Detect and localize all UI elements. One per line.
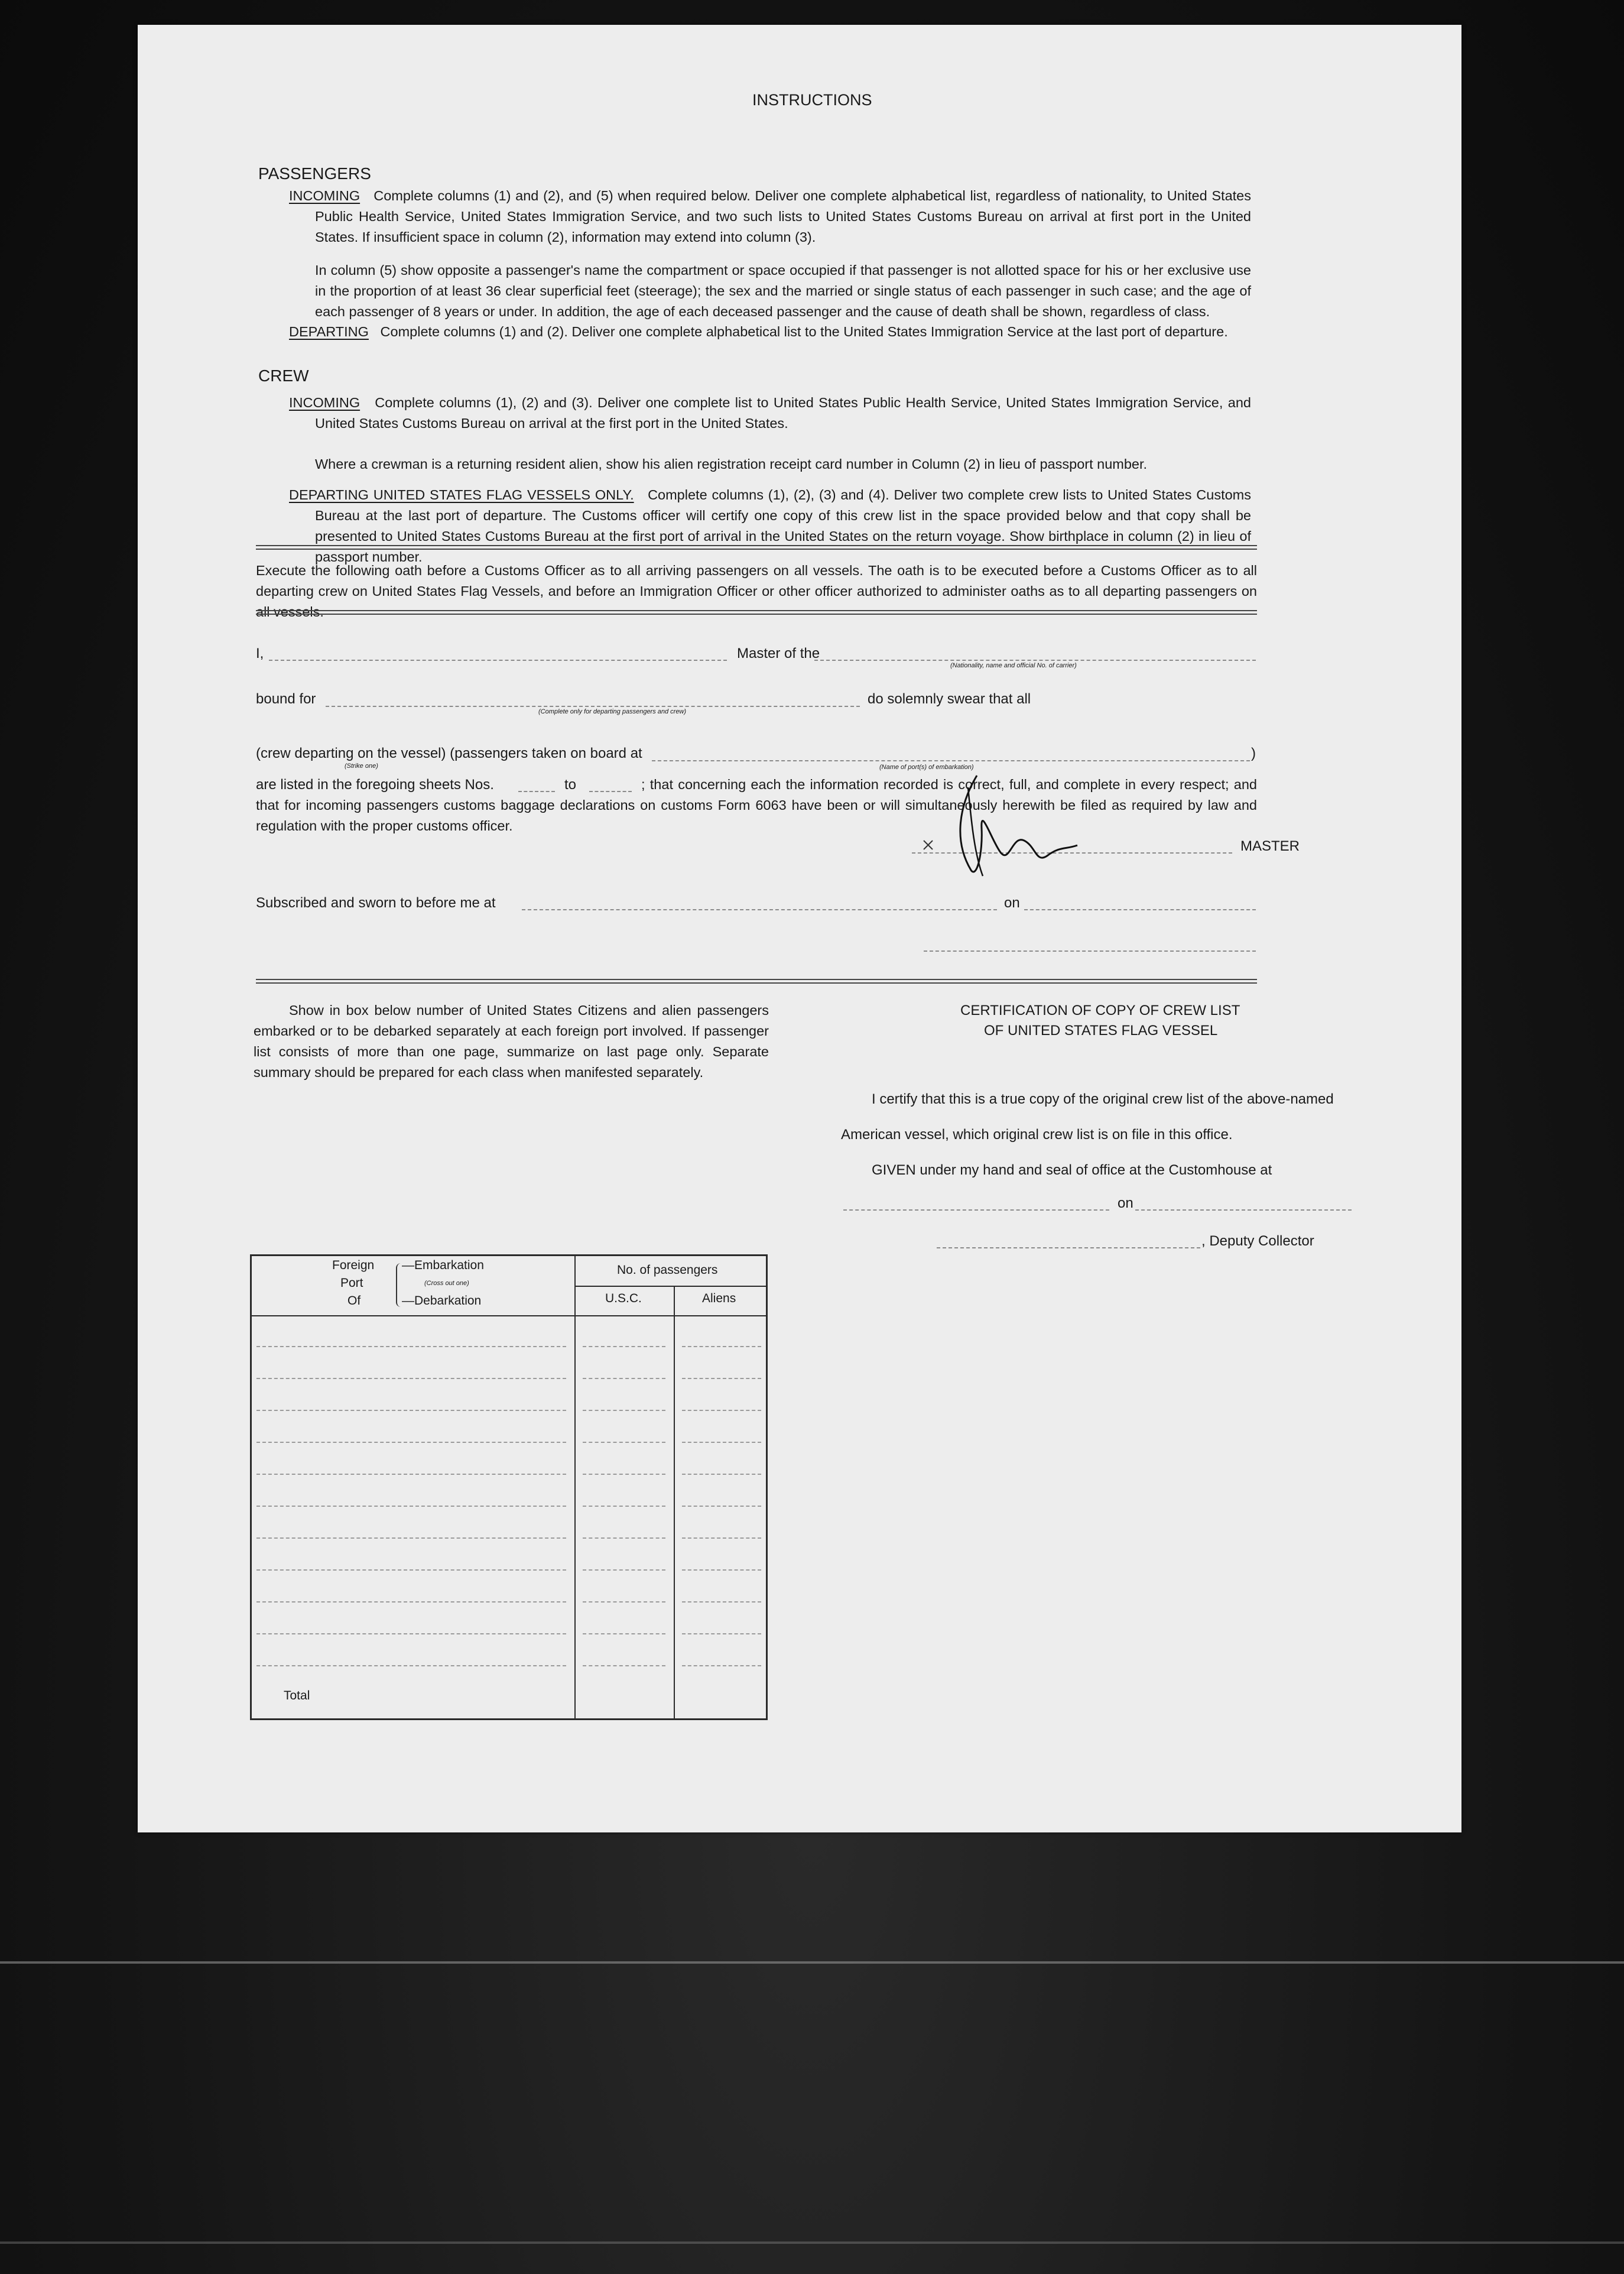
- divider: [256, 979, 1257, 980]
- table-row[interactable]: [256, 1410, 566, 1411]
- aliens-cell[interactable]: [682, 1442, 761, 1443]
- crew-departing-label: DEPARTING UNITED STATES FLAG VESSELS ONLY.: [289, 487, 634, 502]
- table-divider: [674, 1286, 675, 1718]
- carrier-field[interactable]: [814, 660, 1256, 661]
- aliens-cell[interactable]: [682, 1601, 761, 1602]
- usc-cell[interactable]: [583, 1474, 665, 1475]
- usc-header: U.S.C.: [605, 1292, 642, 1305]
- aliens-header: Aliens: [702, 1292, 736, 1305]
- aliens-cell[interactable]: [682, 1346, 761, 1347]
- to-label: to: [564, 777, 577, 793]
- aliens-cell[interactable]: [682, 1633, 761, 1634]
- table-row[interactable]: [256, 1474, 566, 1475]
- passenger-summary-table: [250, 1254, 768, 1720]
- passengers-departing-text: Complete columns (1) and (2). Deliver one complete alphabetical list to the United States Immigration Service at the last port of departure.: [380, 324, 1228, 339]
- table-row[interactable]: [256, 1569, 566, 1571]
- usc-cell[interactable]: [583, 1506, 665, 1507]
- subscribed-on-label: on: [1004, 895, 1020, 911]
- table-row[interactable]: [256, 1537, 566, 1539]
- usc-cell[interactable]: [583, 1378, 665, 1379]
- foreign-label: Foreign: [332, 1258, 375, 1272]
- table-row[interactable]: [256, 1378, 566, 1379]
- table-divider: [574, 1256, 576, 1718]
- cross-note: (Cross out one): [424, 1280, 469, 1287]
- swear-label: do solemnly swear that all: [868, 691, 1031, 707]
- of-label: Of: [347, 1294, 361, 1308]
- certification-line-1: I certify that this is a true copy of the original crew list of the above-named: [872, 1091, 1334, 1107]
- table-row[interactable]: [256, 1506, 566, 1507]
- certification-line-2: American vessel, which original crew list is on file in this office.: [841, 1127, 1233, 1143]
- crew-heading: CREW: [258, 366, 309, 385]
- usc-cell[interactable]: [583, 1665, 665, 1666]
- divider: [256, 610, 1257, 611]
- divider: [256, 549, 1257, 550]
- crew-incoming-text: Complete columns (1), (2) and (3). Deliver one complete list to United States Public Health Service, United States Immigration Service, and United States Customs Bureau on arrival at the first port in the United States.: [315, 395, 1251, 431]
- master-name-field[interactable]: [269, 660, 727, 661]
- divider: [256, 982, 1257, 984]
- usc-cell[interactable]: [583, 1633, 665, 1634]
- usc-cell[interactable]: [583, 1601, 665, 1602]
- crew-incoming-paragraph: [289, 392, 1251, 434]
- crew-departing-oath-label: (crew departing on the vessel) (passengers taken on board at: [256, 745, 642, 761]
- listed-text: ; that concerning each the information recorded is correct, full, and complete in every respect; and that for incoming passengers customs baggage declarations on customs Form 6063 have been or will simultaneously herewith be filed as required by law and regulation with the proper customs officer.: [256, 777, 1257, 833]
- close-paren: ): [1251, 745, 1256, 761]
- summary-instructions: Show in box below number of United States Citizens and alien passengers embarked or to be debarked separately at each foreign port involved. If passenger list consists of more than one page, summarize on last page only. Separate summary should be prepared for each class when manifested separately.: [254, 1003, 769, 1080]
- usc-cell[interactable]: [583, 1537, 665, 1539]
- table-row[interactable]: [256, 1665, 566, 1666]
- table-row[interactable]: [256, 1633, 566, 1634]
- table-divider: [574, 1286, 766, 1287]
- aliens-cell[interactable]: [682, 1474, 761, 1475]
- bound-note: (Complete only for departing passengers and crew): [538, 708, 687, 715]
- page-title: INSTRUCTIONS: [752, 91, 872, 109]
- debarkation-label: —Debarkation: [402, 1294, 482, 1308]
- aliens-cell[interactable]: [682, 1569, 761, 1571]
- port-note: (Name of port(s) of embarkation): [879, 764, 974, 771]
- listed-prefix: are listed in the foregoing sheets Nos.: [256, 777, 494, 793]
- total-label: Total: [284, 1689, 310, 1702]
- table-row[interactable]: [256, 1346, 566, 1347]
- certification-on-label: on: [1118, 1195, 1133, 1211]
- scan-artifact-line: [0, 1961, 1624, 1964]
- master-signature: [888, 752, 1136, 888]
- crew-departing-text: Complete columns (1), (2), (3) and (4). Deliver two complete crew lists to United States Customs Bureau at the last port of departure. The Customs officer will certify one copy of this crew list in the space provided below and that copy shall be presented to United States Customs Bureau at the first port of arrival in the United States on the return voyage. Show birthplace in column (2) in lieu of passport number.: [315, 487, 1251, 565]
- bound-for-label: bound for: [256, 691, 316, 707]
- subscribed-place-field[interactable]: [522, 909, 997, 910]
- aliens-cell[interactable]: [682, 1410, 761, 1411]
- certification-line-3: GIVEN under my hand and seal of office at the Customhouse at: [872, 1162, 1272, 1178]
- crew-incoming-label: INCOMING: [289, 395, 360, 410]
- usc-cell[interactable]: [583, 1442, 665, 1443]
- table-row[interactable]: [256, 1442, 566, 1443]
- divider: [256, 614, 1257, 615]
- crew-departing-paragraph: [289, 485, 1251, 567]
- divider: [256, 545, 1257, 546]
- table-row[interactable]: [256, 1601, 566, 1602]
- master-of-label: Master of the: [737, 645, 820, 661]
- deputy-label: , Deputy Collector: [1201, 1233, 1314, 1249]
- deputy-signature-field[interactable]: [937, 1247, 1200, 1248]
- passengers-header: No. of passengers: [617, 1263, 718, 1277]
- scan-artifact-line: [0, 2241, 1624, 2244]
- certification-title-2: OF UNITED STATES FLAG VESSEL: [984, 1023, 1218, 1039]
- table-divider: [252, 1315, 766, 1316]
- certification-date-field[interactable]: [1135, 1209, 1352, 1211]
- passengers-departing-label: DEPARTING: [289, 324, 369, 339]
- subscribed-date-field[interactable]: [1024, 909, 1256, 910]
- aliens-cell[interactable]: [682, 1665, 761, 1666]
- usc-cell[interactable]: [583, 1346, 665, 1347]
- passengers-incoming-paragraph: [289, 186, 1251, 248]
- carrier-note: (Nationality, name and official No. of carrier): [950, 662, 1077, 669]
- subscribed-label: Subscribed and sworn to before me at: [256, 895, 496, 911]
- usc-cell[interactable]: [583, 1569, 665, 1571]
- crew-alien-paragraph: Where a crewman is a returning resident alien, show his alien registration receipt card number in Column (2) in lieu of passport number.: [315, 456, 1148, 472]
- aliens-cell[interactable]: [682, 1506, 761, 1507]
- customhouse-field[interactable]: [843, 1209, 1109, 1211]
- passengers-incoming-text: Complete columns (1) and (2), and (5) when required below. Deliver one complete alphabetical list, regardless of nationality, to United States Public Health Service, United States Immigration Service, and two such lists to United States Customs Bureau on arrival at first port in the United States. If insufficient space in column (2), information may extend into column (3).: [315, 188, 1251, 245]
- bound-for-field[interactable]: [326, 706, 860, 707]
- passengers-incoming-label: INCOMING: [289, 188, 360, 203]
- oath-instruction: Execute the following oath before a Customs Officer as to all arriving passengers on all vessels. The oath is to be executed before a Customs Officer as to all departing crew on United States Flag Vessels, and before an Immigration Officer or other officer authorized to administer oaths as to all departing passengers on all vessels.: [256, 563, 1257, 619]
- master-label: MASTER: [1240, 838, 1300, 854]
- document-page: [138, 25, 1461, 1832]
- usc-cell[interactable]: [583, 1410, 665, 1411]
- port-label: Port: [340, 1276, 363, 1290]
- aliens-cell[interactable]: [682, 1537, 761, 1539]
- passengers-departing-paragraph: [289, 322, 1251, 342]
- certification-title-1: CERTIFICATION OF COPY OF CREW LIST: [960, 1003, 1240, 1018]
- oath-i-label: I,: [256, 645, 264, 661]
- brace-icon: [396, 1263, 402, 1307]
- embarkation-label: —Embarkation: [402, 1258, 484, 1272]
- strike-note: (Strike one): [345, 763, 378, 770]
- passengers-heading: PASSENGERS: [258, 164, 371, 183]
- officer-signature-field[interactable]: [924, 951, 1256, 952]
- aliens-cell[interactable]: [682, 1378, 761, 1379]
- column5-paragraph: In column (5) show opposite a passenger's name the compartment or space occupied if that passenger is not allotted space for his or her exclusive use in the proportion of at least 36 clear superficial feet (steerage); the sex and the married or single status of each passenger in such case; and the age of each passenger of 8 years or under. In addition, the age of each deceased passenger and the cause of death shall be shown, regardless of class.: [315, 262, 1251, 319]
